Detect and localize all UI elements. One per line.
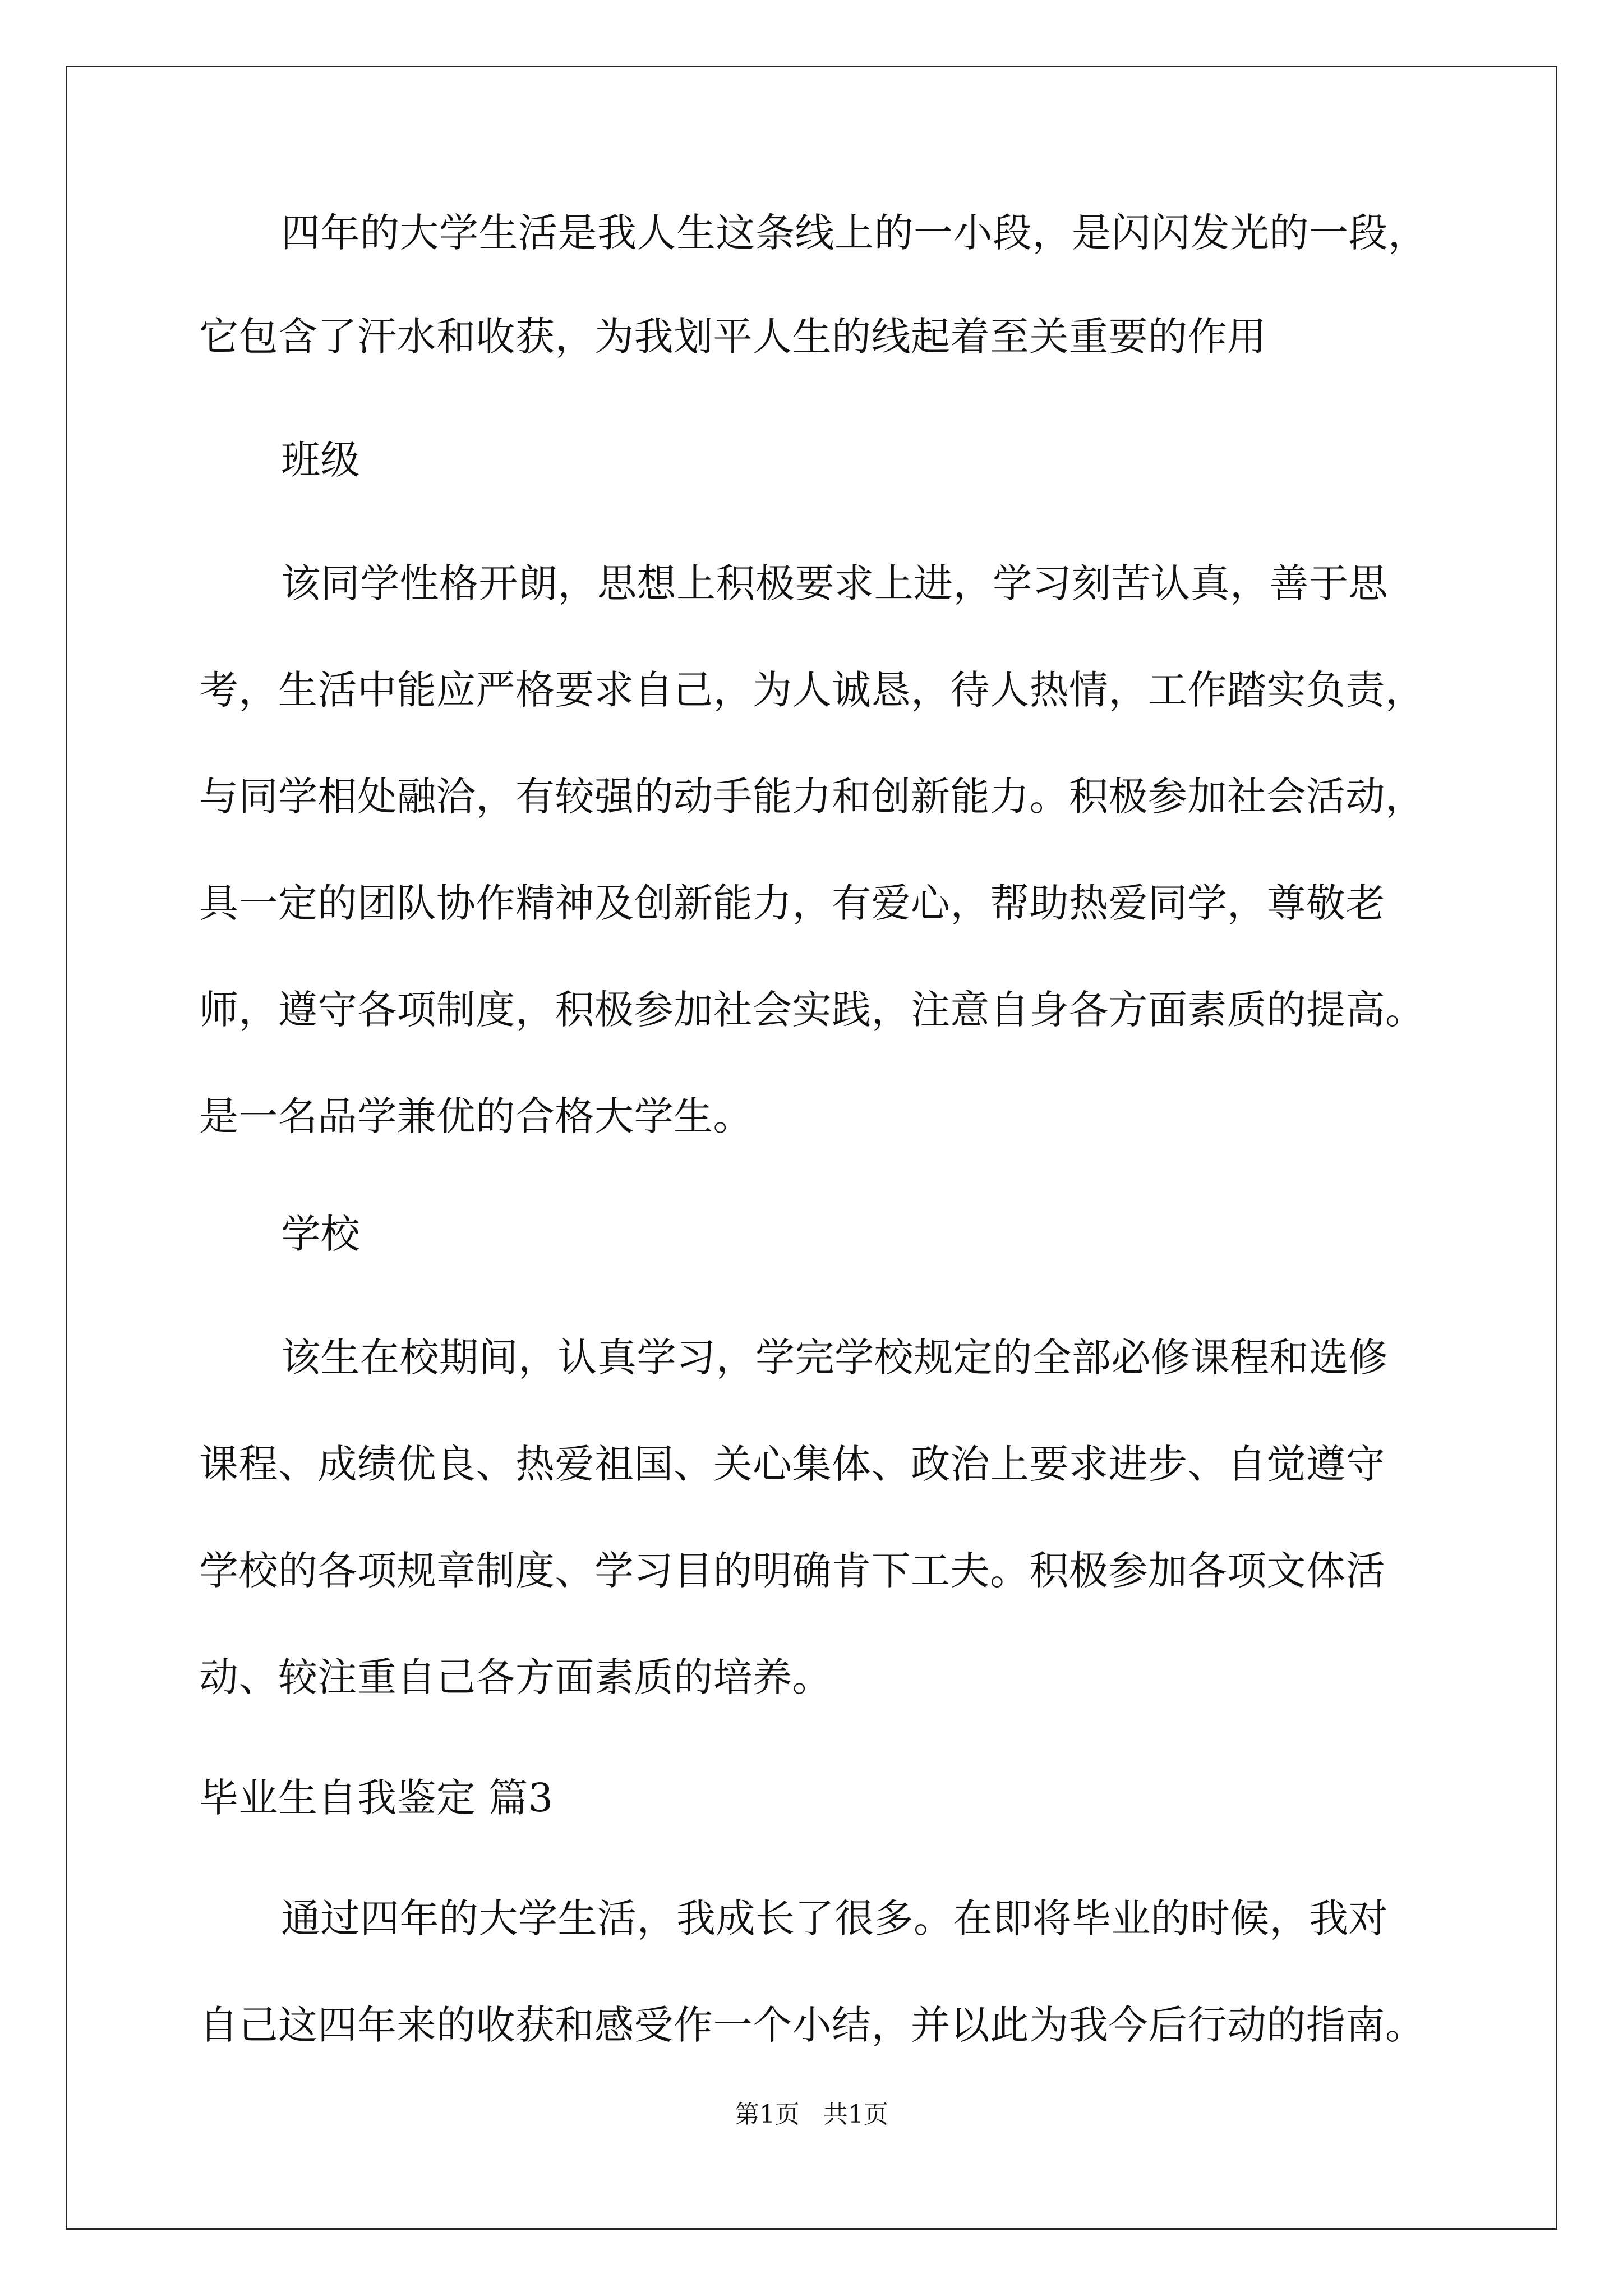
paragraph-line: 该同学性格开朗，思想上积极要求上进，学习刻苦认真，善于思 xyxy=(281,560,1388,606)
paragraph-line: 动、较注重自己各方面素质的培养。 xyxy=(199,1654,832,1700)
paragraph-line: 自己这四年来的收获和感受作一个小结，并以此为我今后行动的指南。 xyxy=(199,2002,1425,2048)
paragraph-line: 该生在校期间，认真学习，学完学校规定的全部必修课程和选修 xyxy=(281,1335,1388,1381)
paragraph-line: 是一名品学兼优的合格大学生。 xyxy=(199,1093,753,1139)
article-title: 毕业生自我鉴定 篇3 xyxy=(199,1775,554,1821)
paragraph-line: 师，遵守各项制度，积极参加社会实践，注意自身各方面素质的提高。 xyxy=(199,987,1425,1033)
paragraph-line: 课程、成绩优良、热爱祖国、关心集体、政治上要求进步、自觉遵守 xyxy=(199,1441,1385,1487)
paragraph-line: 具一定的团队协作精神及创新能力，有爱心，帮助热爱同学，尊敬老 xyxy=(199,880,1385,926)
paragraph-line: 四年的大学生活是我人生这条线上的一小段，是闪闪发光的一段， xyxy=(281,210,1428,256)
page-number-footer: 第1页 共1页 xyxy=(735,2100,888,2129)
section-heading-school: 学校 xyxy=(281,1211,360,1257)
paragraph-line: 学校的各项规章制度、学习目的明确肯下工夫。积极参加各项文体活 xyxy=(199,1548,1385,1594)
paragraph-line: 它包含了汗水和收获，为我划平人生的线起着至关重要的作用 xyxy=(199,314,1267,360)
paragraph-line: 通过四年的大学生活，我成长了很多。在即将毕业的时候，我对 xyxy=(281,1895,1388,1941)
section-heading-class: 班级 xyxy=(281,437,360,483)
paragraph-line: 与同学相处融洽，有较强的动手能力和创新能力。积极参加社会活动， xyxy=(199,774,1425,820)
paragraph-line: 考，生活中能应严格要求自己，为人诚恳，待人热情，工作踏实负责， xyxy=(199,667,1425,713)
